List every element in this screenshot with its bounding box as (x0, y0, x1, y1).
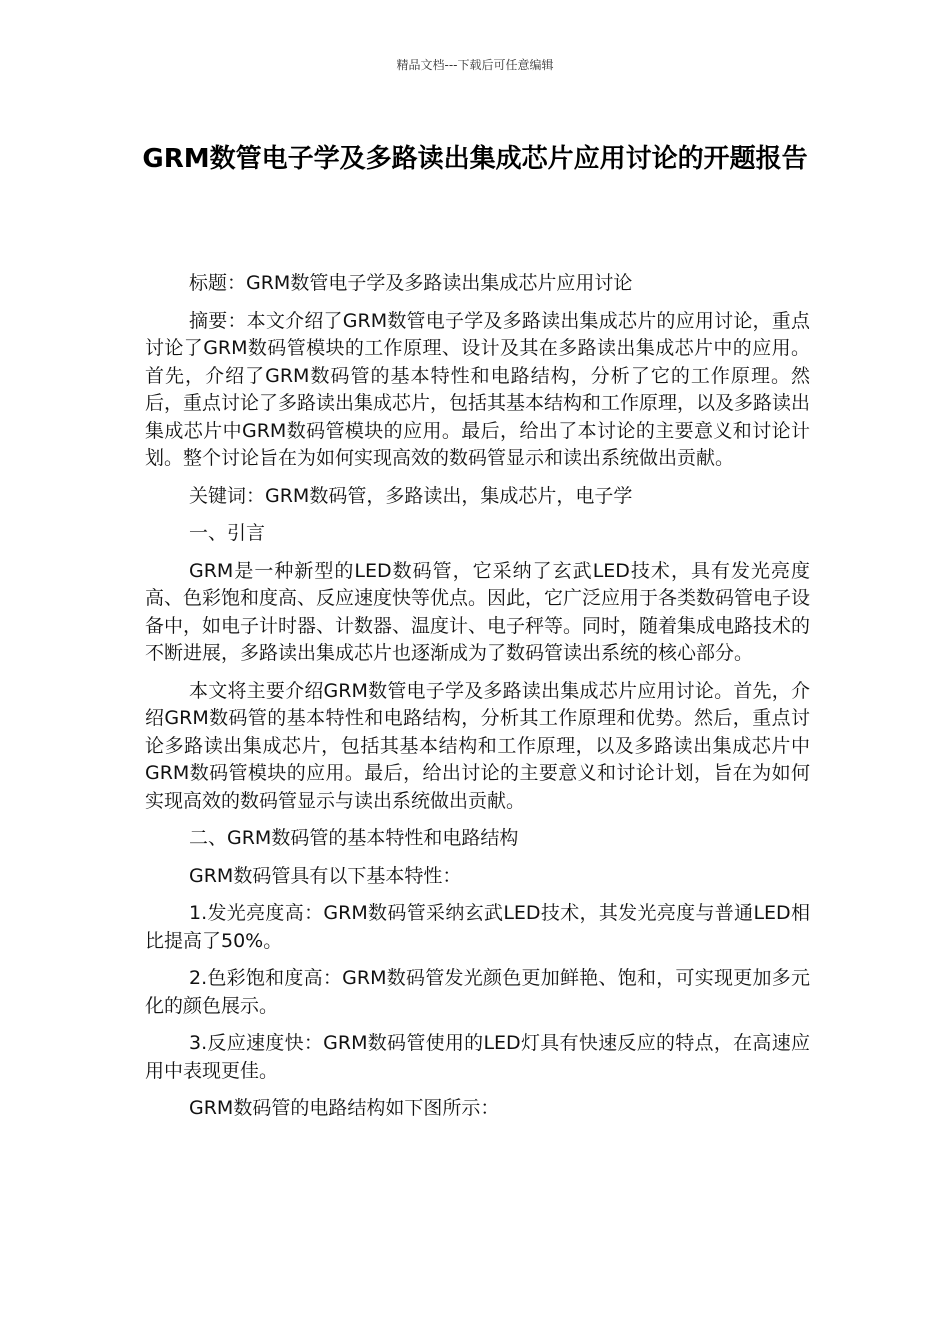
list-item-brightness: 1.发光亮度高：GRM数码管采纳玄武LED技术，其发光亮度与普通LED相比提高了50%。 (145, 902, 810, 952)
paragraph-subject: 标题：GRM数管电子学及多路读出集成芯片应用讨论 (189, 272, 633, 294)
section-heading-characteristics: 二、GRM数码管的基本特性和电路结构 (189, 827, 519, 849)
paragraph-circuit-structure: GRM数码管的电路结构如下图所示： (189, 1097, 500, 1119)
paragraph-characteristics-lead: GRM数码管具有以下基本特性： (189, 864, 462, 887)
document-body (145, 270, 810, 1133)
paragraph-intro-2: 本文将主要介绍GRM数管电子学及多路读出集成芯片应用讨论。首先，介绍GRM数码管的基本特性和电路结构，分析其工作原理和优势。然后，重点讨论多路读出集成芯片，包括其基本结构和工作原理，以及多路读出集成芯片中GRM数码管模块的应用。最后，给出讨论的主要意义和讨论计划，旨在为如何实现高效的数码管显示与读出系统做出贡献。 (145, 679, 810, 812)
paragraph-intro-1: GRM是一种新型的LED数码管，它采纳了玄武LED技术，具有发光亮度高、色彩饱和度高、反应速度快等优点。因此，它广泛应用于各类数码管电子设备中，如电子计时器、计数器、温度计、电子秤等。同时，随着集成电路技术的不断进展，多路读出集成芯片也逐渐成为了数码管读出系统的核心部分。 (145, 559, 811, 664)
paragraph-keywords: 关键词：GRM数码管，多路读出，集成芯片，电子学 (189, 484, 633, 507)
section-heading-introduction: 一、引言 (189, 522, 266, 544)
document-title: GRM数管电子学及多路读出集成芯片应用讨论的开题报告 (142, 144, 808, 174)
list-item-response-speed: 3.反应速度快：GRM数码管使用的LED灯具有快速反应的特点，在高速应用中表现更佳。 (145, 1032, 810, 1082)
paragraph-abstract: 摘要：本文介绍了GRM数管电子学及多路读出集成芯片的应用讨论，重点讨论了GRM数码管模块的工作原理、设计及其在多路读出集成芯片中的应用。首先，介绍了GRM数码管的基本特性和电路结构，分析了它的工作原理。然后，重点讨论了多路读出集成芯片，包括其基本结构和工作原理，以及多路读出集成芯片中GRM数码管模块的应用。最后，给出了本讨论的主要意义和讨论计划。整个讨论旨在为如何实现高效的数码管显示和读出系统做出贡献。 (145, 309, 811, 469)
list-item-saturation: 2.色彩饱和度高：GRM数码管发光颜色更加鲜艳、饱和，可实现更加多元化的颜色展示。 (145, 967, 810, 1017)
header-note: 精品文档---下载后可任意编辑 (396, 58, 554, 72)
